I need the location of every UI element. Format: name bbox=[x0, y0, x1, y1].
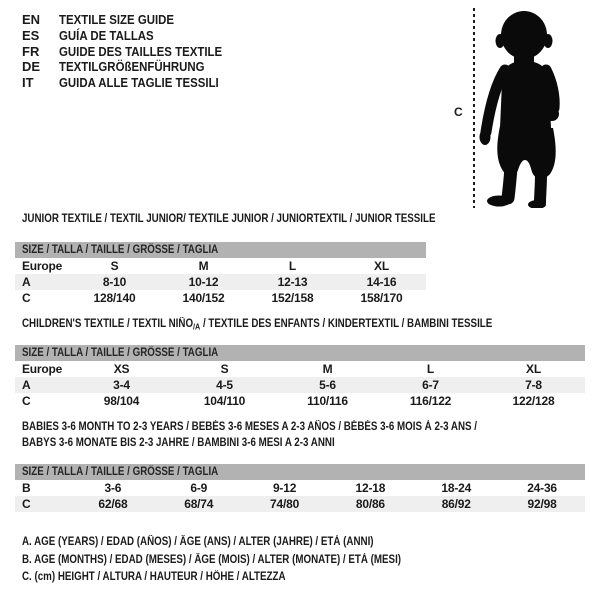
language-title: TEXTILE SIZE GUIDE bbox=[59, 12, 175, 28]
cell: 62/68 bbox=[98, 497, 128, 511]
cell: 80/86 bbox=[355, 497, 385, 511]
size-header-bar: SIZE / TALLA / TAILLE / GRÖSSE / TAGLIA bbox=[15, 464, 585, 480]
cell: 140/152 bbox=[182, 291, 225, 305]
cell: 4-5 bbox=[216, 378, 233, 392]
cell: 12-13 bbox=[277, 275, 308, 289]
cell: 6-7 bbox=[422, 378, 439, 392]
language-code: FR bbox=[22, 43, 40, 59]
language-code: IT bbox=[22, 75, 34, 91]
list-item bbox=[22, 43, 244, 59]
cell: 12-18 bbox=[355, 481, 386, 495]
table-row bbox=[15, 496, 585, 512]
cell: 9-12 bbox=[272, 481, 297, 495]
cell: M bbox=[198, 259, 209, 273]
list-item bbox=[22, 28, 244, 44]
table-row bbox=[15, 258, 426, 274]
footnotes bbox=[22, 534, 468, 587]
row-label: A bbox=[22, 275, 31, 289]
children-size-table bbox=[15, 345, 585, 409]
language-title: GUIDA ALLE TAGLIE TESSILI bbox=[59, 75, 219, 91]
cell: 18-24 bbox=[441, 481, 472, 495]
babies-size-table bbox=[15, 464, 585, 512]
cell: L bbox=[288, 259, 297, 273]
row-label: C bbox=[22, 291, 31, 305]
list-item bbox=[22, 75, 244, 91]
language-code: DE bbox=[22, 59, 41, 75]
cell: 122/128 bbox=[512, 394, 555, 408]
cell: 5-6 bbox=[319, 378, 336, 392]
row-label: Europe bbox=[22, 259, 63, 273]
table-row bbox=[15, 274, 426, 290]
table-row bbox=[15, 393, 585, 409]
section-title-junior: JUNIOR TEXTILE / TEXTIL JUNIOR/ TEXTILE JUNIOR / JUNIORTEXTIL / JUNIOR TESSILE bbox=[22, 213, 436, 225]
language-title: TEXTILGRÖßENFÜHRUNG bbox=[59, 59, 205, 75]
cell: 98/104 bbox=[103, 394, 140, 408]
cell: 86/92 bbox=[441, 497, 471, 511]
cell: XL bbox=[374, 259, 389, 273]
cell: 3-4 bbox=[113, 378, 130, 392]
size-header-bar: SIZE / TALLA / TAILLE / GRÖSSE / TAGLIA bbox=[15, 345, 585, 361]
cell: XL bbox=[526, 362, 541, 376]
cell: 8-10 bbox=[102, 275, 127, 289]
cell: 104/110 bbox=[203, 394, 246, 408]
row-label: B bbox=[22, 481, 31, 495]
cell: 14-16 bbox=[366, 275, 397, 289]
cell: 10-12 bbox=[188, 275, 219, 289]
cell: 3-6 bbox=[104, 481, 122, 495]
cell: 68/74 bbox=[184, 497, 214, 511]
table-row bbox=[15, 480, 585, 496]
cell: 24-36 bbox=[527, 481, 557, 495]
cell: 116/122 bbox=[409, 394, 452, 408]
cell: L bbox=[426, 362, 435, 376]
list-item bbox=[22, 59, 244, 75]
row-label: Europe bbox=[22, 362, 63, 376]
language-title-list bbox=[22, 12, 244, 90]
cell: 110/116 bbox=[307, 394, 348, 408]
table-row bbox=[15, 377, 585, 393]
row-label: C bbox=[22, 497, 31, 511]
language-title: GUIDE DES TAILLES TEXTILE bbox=[59, 43, 223, 59]
language-code: EN bbox=[22, 12, 41, 28]
footnote-b: B. AGE (MONTHS) / EDAD (MESES) / ÂGE (MOIS) / ALTER (MONATE) / ETÀ (MESI) bbox=[22, 553, 402, 566]
junior-size-table bbox=[15, 242, 426, 306]
footnote-c: C. (cm) HEIGHT / ALTURA / HAUTEUR / HÖHE / ALTEZZA bbox=[22, 571, 286, 584]
height-measure-dashed-line bbox=[473, 8, 475, 208]
footnote-a: A. AGE (YEARS) / EDAD (AÑOS) / ÂGE (ANS) / ALTER (JAHRE) / ETÀ (ANNI) bbox=[22, 536, 374, 548]
table-row bbox=[15, 290, 426, 306]
row-label: C bbox=[22, 394, 31, 408]
cell: 92/98 bbox=[527, 497, 557, 511]
cell: XS bbox=[113, 362, 130, 376]
height-measure-label: C bbox=[454, 105, 463, 119]
baby-silhouette bbox=[478, 8, 578, 208]
cell: M bbox=[322, 362, 333, 376]
cell: 6-9 bbox=[190, 481, 208, 495]
section-title-children: CHILDREN'S TEXTILE / TEXTIL $NIÑO_{/A}$ / TEXTILE DES ENFANTS / KINDERTEXTIL / BAMBINI TESSILE bbox=[22, 318, 493, 332]
row-label: A bbox=[22, 378, 31, 392]
language-code: ES bbox=[22, 28, 40, 44]
language-title: GUÍA DE TALLAS bbox=[59, 28, 154, 44]
cell: 152/158 bbox=[271, 291, 314, 305]
cell: 128/140 bbox=[93, 291, 136, 305]
section-title-babies: BABIES 3-6 MONTH TO 2-3 YEARS / BEBÉS 3-6 MESES A 2-3 AÑOS / BÉBÉS 3-6 MOIS À 2-3 ANS / BABYS 3-6 MONATE BIS 2-3 JAHRE / BAMBINI 3-6 MESI A 2-3 ANNI bbox=[22, 421, 478, 449]
cell: S bbox=[220, 362, 229, 376]
cell: 7-8 bbox=[525, 378, 542, 392]
cell: S bbox=[110, 259, 119, 273]
cell: 74/80 bbox=[270, 497, 300, 511]
cell: 158/170 bbox=[360, 291, 403, 305]
size-header-bar: SIZE / TALLA / TAILLE / GRÖSSE / TAGLIA bbox=[15, 242, 426, 258]
list-item bbox=[22, 12, 244, 28]
table-row bbox=[15, 361, 585, 377]
